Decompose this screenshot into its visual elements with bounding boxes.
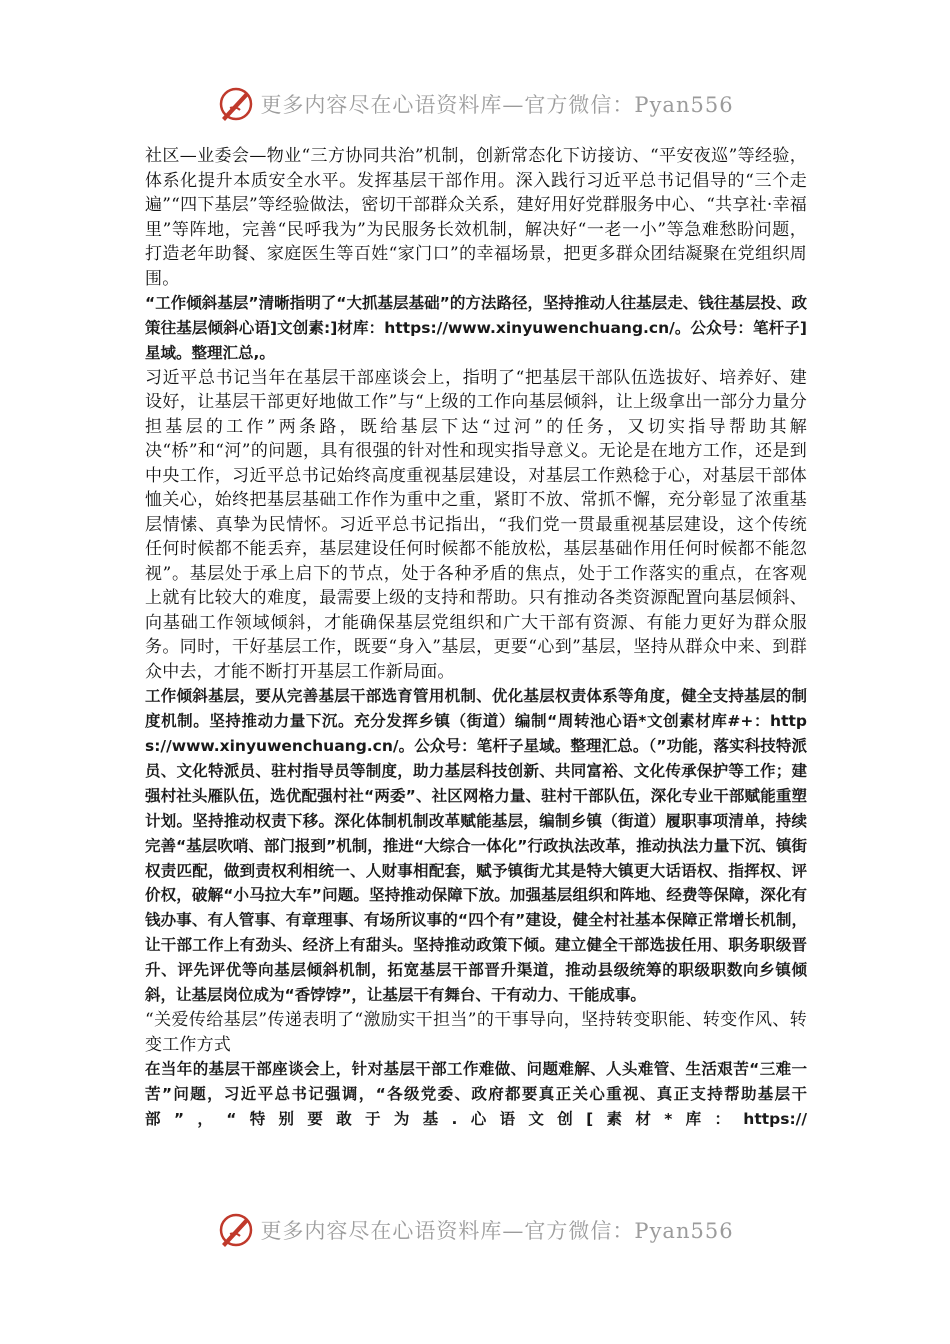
pen-logo-icon	[216, 1210, 256, 1250]
paragraph-community-governance: 社区—业委会—物业“三方协同共治”机制，创新常态化下访接访、“平安夜巡”等经验，体系化提升本质安全水平。发挥基层干部作用。深入践行习近平总书记倡导的“三个走遍”“四下基层”等经验做法，密切干部群众关系，建好用好党群服务中心、“共享社·幸福里”等阵地，完善“民呼我为”为民服务长效机制，解决好“一老一小”等急难愁盼问题，打造老年助餐、家庭医生等百姓“家门口”的幸福场景，把更多群众团结凝聚在党组织周围。	[145, 146, 807, 289]
pen-logo-icon	[216, 84, 256, 124]
banner-text: 更多内容尽在心语资料库—官方微信：Pyan556	[260, 93, 734, 117]
paragraph-grassroots-symposium: 习近平总书记当年在基层干部座谈会上，指明了“把基层干部队伍选拔好、培养好、建设好，让基层干部更好地做工作”与“上级的工作向基层倾斜，让上级拿出一部分力量分担基层的工作”两条路，既给基层下达“过河”的任务，又切实指导帮助其解决“桥”和“河”的问题，具有很强的针对性和现实指导意义。无论是在地方工作，还是到中央工作，习近平总书记始终高度重视基层建设，对基层工作熟稔于心，对基层干部体恤关心，始终把基层基础工作作为重中之重，紧盯不放、常抓不懈，充分彰显了浓重基层情愫、真挚为民情怀。习近平总书记指出，“我们党一贯最重视基层建设，这个传统任何时候都不能丢弃，基层建设任何时候都不能放松，基层基础作用任何时候都不能忽视”。基层处于承上启下的节点，处于各种矛盾的焦点，处于工作落实的重点，在客观上就有比较大的难度，最需要上级的支持和帮助。只有推动各类资源配置向基层倾斜、向基础工作领域倾斜，才能确保基层党组织和广大干部有资源、有能力更好为群众服务。同时，干好基层工作，既要“身入”基层，更要“心到”基层，坚持从群众中来、到群众中去，才能不断打开基层工作新局面。	[145, 367, 807, 682]
banner-text: 更多内容尽在心语资料库—官方微信：Pyan556	[260, 1219, 734, 1243]
footer-banner	[0, 1208, 950, 1252]
paragraph-care-heading: “关爱传给基层”传递表明了“激励实干担当”的干事导向，坚持转变职能、转变作风、转变工作方式	[145, 1010, 807, 1055]
paragraph-work-tilt-heading: “工作倾斜基层”清晰指明了“大抓基层基础”的方法路径，坚持推动人往基层走、钱往基层投、政策往基层倾斜心语]文创素:]材库：https://www.xinyuwenchuang.cn/。公众号：笔杆子]星域。整理汇总,。	[145, 294, 807, 362]
document-body	[145, 144, 807, 1132]
paragraph-institutional-mechanisms: 工作倾斜基层，要从完善基层干部选育管用机制、优化基层权责体系等角度，健全支持基层的制度机制。坚持推动力量下沉。充分发挥乡镇（街道）编制“周转池心语*文创素材库#+：https://www.xinyuwenchuang.cn/。公众号：笔杆子星域。整理汇总。（”功能，落实科技特派员、文化特派员、驻村指导员等制度，助力基层科技创新、共同富裕、文化传承保护等工作；建强村社头雁队伍，选优配强村社“两委”、社区网格力量、驻村干部队伍，深化专业干部赋能重塑计划。坚持推动权责下移。深化体制机制改革赋能基层，编制乡镇（街道）履职事项清单，持续完善“基层吹哨、部门报到”机制，推进“大综合一体化”行政执法改革，推动执法力量下沉、镇街权责匹配，做到责权利相统一、人财事相配套，赋予镇街尤其是特大镇更大话语权、指挥权、评价权，破解“小马拉大车”问题。坚持推动保障下放。加强基层组织和阵地、经费等保障，深化有钱办事、有人管事、有章理事、有场所议事的“四个有”建设，健全村社基本保障正常增长机制，让干部工作上有劲头、经济上有甜头。坚持推动政策下倾。建立健全干部选拔任用、职务职级晋升、评先评优等向基层倾斜机制，拓宽基层干部晋升渠道，推动县级统筹的职级职数向乡镇倾斜，让基层岗位成为“香饽饽”，让基层干有舞台、干有动力、干能成事。	[145, 687, 808, 1005]
paragraph-three-difficulties: 在当年的基层干部座谈会上，针对基层干部工作难做、问题难解、人头难管、生活艰苦“三难一苦”问题，习近平总书记强调，“各级党委、政府都要真正关心重视、真正支持帮助基层干部”，“特别要敢于为基.心语文创[素材*库：https://	[145, 1060, 807, 1128]
header-banner	[0, 82, 950, 126]
